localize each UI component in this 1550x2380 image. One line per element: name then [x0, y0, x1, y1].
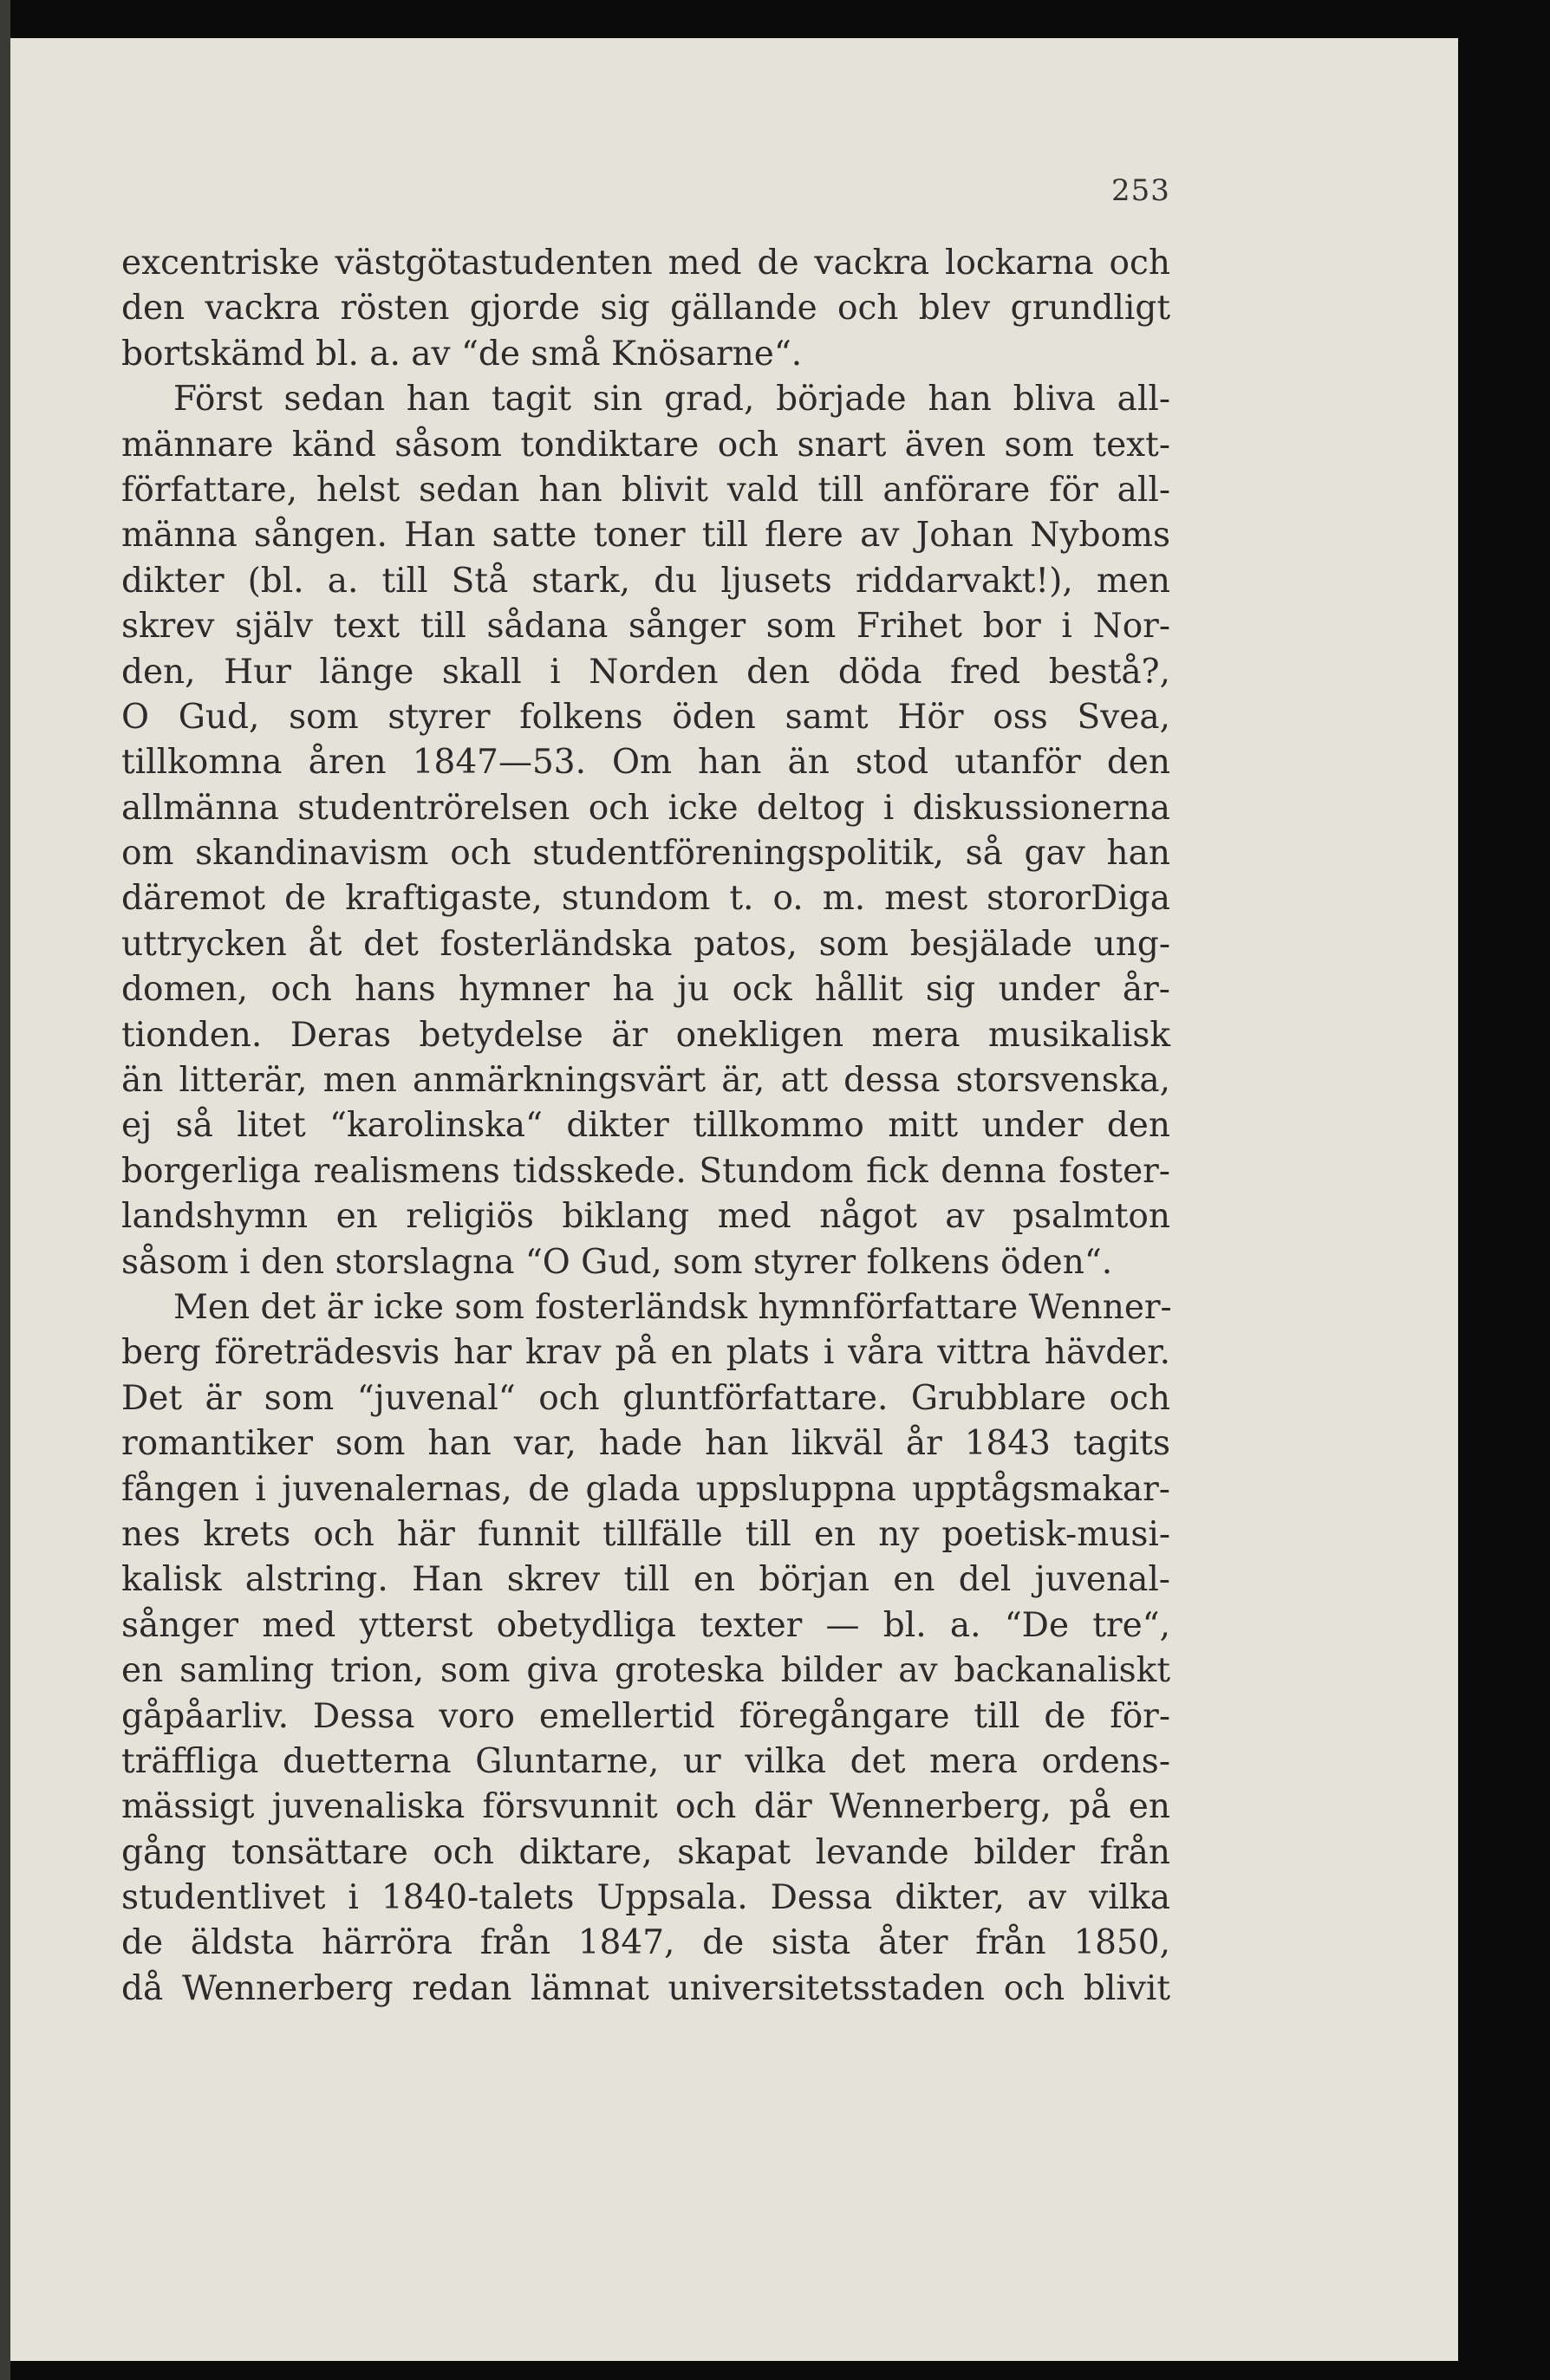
text-line: Det är som “juvenal“ och gluntförfattare. Grubblare och — [121, 1378, 1170, 1418]
text-line: uttrycken åt det fosterländska patos, som besjälade ung- — [121, 924, 1170, 964]
page-number: 253 — [1111, 173, 1170, 208]
text-line: männare känd såsom tondiktare och snart även som text- — [121, 425, 1170, 465]
book-page — [10, 38, 1458, 2361]
text-line: däremot de kraftigaste, stundom t. o. m. mest stororDiga — [121, 879, 1170, 919]
text-line: tillkomna åren 1847—53. Om han än stod utanför den — [121, 743, 1170, 783]
text-line: dikter (bl. a. till Stå stark, du ljusets riddarvakt!), men — [121, 561, 1170, 601]
text-line: landshymn en religiös biklang med något av psalmton — [121, 1197, 1170, 1237]
text-line: kalisk alstring. Han skrev till en början en del juvenal- — [121, 1560, 1170, 1600]
text-line: Först sedan han tagit sin grad, började han bliva all- — [173, 380, 1170, 419]
text-line: då Wennerberg redan lämnat universitetsstaden och blivit — [121, 1968, 1170, 2008]
text-line: ej så litet “karolinska“ dikter tillkommo mitt under den — [121, 1106, 1170, 1146]
text-line: träffliga duetterna Gluntarne, ur vilka det mera ordens- — [121, 1741, 1170, 1781]
text-line: mässigt juvenaliska försvunnit och där Wennerberg, på en — [121, 1787, 1170, 1827]
text-line: de äldsta härröra från 1847, de sista åter från 1850, — [121, 1923, 1170, 1963]
text-line: skrev själv text till sådana sånger som Frihet bor i Nor- — [121, 607, 1170, 647]
text-line: såsom i den storslagna “O Gud, som styrer folkens öden“. — [121, 1242, 1113, 1282]
text-line: studentlivet i 1840-talets Uppsala. Dessa dikter, av vilka — [121, 1878, 1170, 1918]
text-line: författare, helst sedan han blivit vald till anförare för all- — [121, 470, 1170, 510]
text-line: den, Hur länge skall i Norden den döda fred bestå?, — [121, 652, 1170, 692]
text-line: O Gud, som styrer folkens öden samt Hör oss Svea, — [121, 697, 1170, 737]
text-line: sånger med ytterst obetydliga texter — bl. a. “De tre“, — [121, 1605, 1170, 1645]
text-line: fången i juvenalernas, de glada uppsluppna upptågsmakar- — [121, 1469, 1170, 1509]
text-line: excentriske västgötastudenten med de vackra lockarna och — [121, 244, 1170, 283]
text-line: berg företrädesvis har krav på en plats i våra vittra hävder. — [121, 1333, 1170, 1373]
text-line: allmänna studentrörelsen och icke deltog i diskussionerna — [121, 788, 1170, 828]
text-line: gång tonsättare och diktare, skapat levande bilder från — [121, 1832, 1170, 1872]
text-line: en samling trion, som giva groteska bilder av backanaliskt — [121, 1651, 1170, 1691]
text-line: Men det är icke som fosterländsk hymnförfattare Wenner- — [173, 1287, 1172, 1327]
text-line: nes krets och här funnit tillfälle till en ny poetisk-musi- — [121, 1514, 1170, 1554]
text-line: domen, och hans hymner ha ju ock hållit sig under år- — [121, 970, 1170, 1010]
text-line: romantiker som han var, hade han likväl år 1843 tagits — [121, 1424, 1170, 1464]
body-text — [121, 241, 1170, 2012]
text-line: än litterär, men anmärkningsvärt är, att dessa storsvenska, — [121, 1061, 1170, 1101]
text-line: gåpåarliv. Dessa voro emellertid föregångare till de för- — [121, 1696, 1170, 1736]
scan-edge — [0, 0, 10, 2380]
text-line: den vackra rösten gjorde sig gällande och blev grundligt — [121, 289, 1170, 328]
text-line: männa sången. Han satte toner till flere av Johan Nyboms — [121, 516, 1170, 556]
text-line: bortskämd bl. a. av “de små Knösarne“. — [121, 334, 803, 374]
text-line: borgerliga realismens tidsskede. Stundom fick denna foster- — [121, 1151, 1170, 1191]
text-line: om skandinavism och studentföreningspolitik, så gav han — [121, 834, 1170, 874]
text-line: tionden. Deras betydelse är onekligen mera musikalisk — [121, 1015, 1170, 1055]
